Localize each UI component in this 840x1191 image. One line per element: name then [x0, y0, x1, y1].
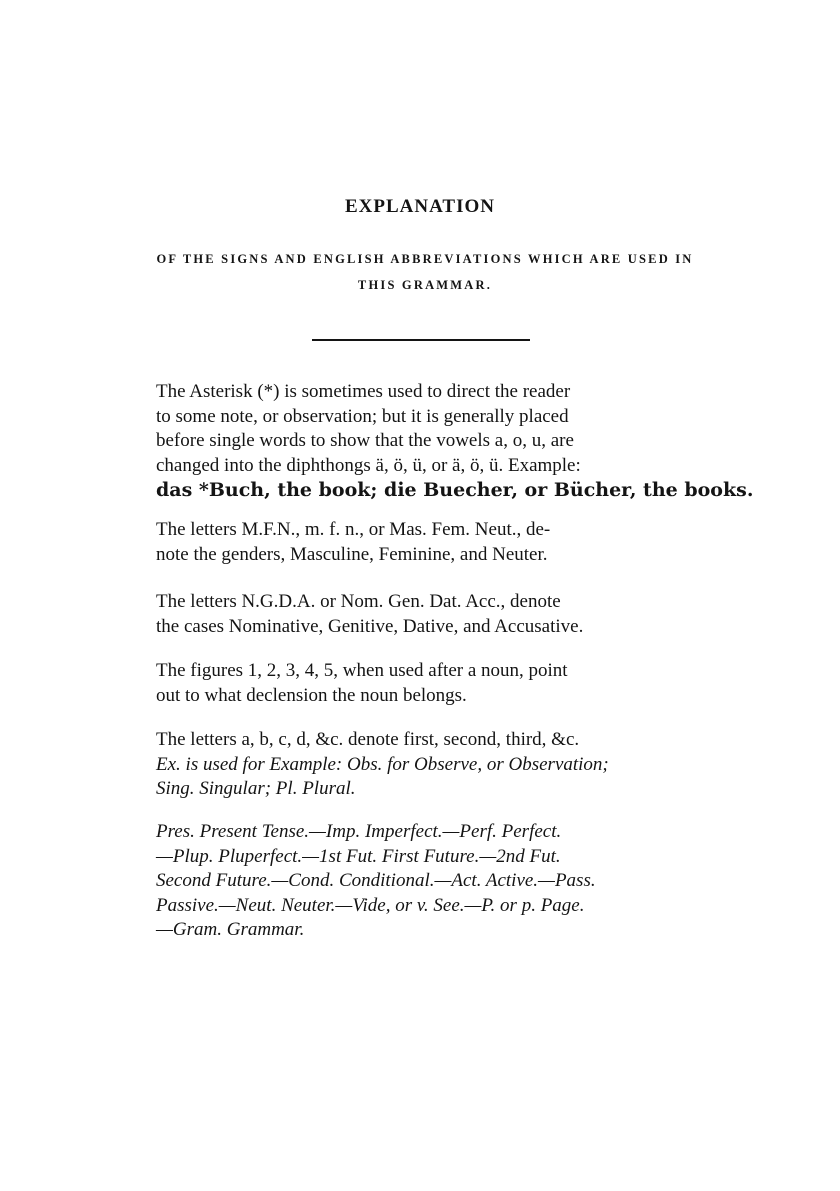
text-line: Passive.—Neut. Neuter.—Vide, or v. See.—P. or p. Page.	[156, 894, 585, 916]
paragraph-asterisk	[156, 380, 754, 503]
text-line: Second Future.—Cond. Conditional.—Act. Active.—Pass.	[156, 870, 596, 891]
text-line: changed into the diphthongs ä, ö, ü, or ä, ö, ü. Example:	[156, 454, 581, 476]
text-line: —Gram. Grammar.	[156, 919, 305, 940]
text-line: The letters N.G.D.A. or Nom. Gen. Dat. Acc., denote	[156, 591, 561, 612]
text-line: The letters M.F.N., m. f. n., or Mas. Fem. Neut., de-	[156, 519, 551, 540]
text-line: to some note, or observation; but it is generally placed	[156, 405, 569, 427]
text-line: —Plup. Pluperfect.—1st Fut. First Future.—2nd Fut.	[156, 845, 561, 867]
divider-rule	[312, 339, 530, 341]
paragraph-letters	[156, 728, 702, 802]
text-line: the cases Nominative, Genitive, Dative, and Accusative.	[156, 615, 584, 637]
text-line: The figures 1, 2, 3, 4, 5, when used after a noun, point	[156, 660, 568, 681]
text-line: before single words to show that the vowels a, o, u, are	[156, 430, 574, 451]
text-line: The letters a, b, c, d, &c. denote first, second, third, &c.	[156, 729, 580, 750]
paragraph-genders	[156, 518, 702, 567]
paragraph-cases	[156, 590, 702, 639]
text-line: das *Buch, the book; die Buecher, or Bücher, the books.	[156, 479, 754, 501]
text-line: Pres. Present Tense.—Imp. Imperfect.—Perf. Perfect.	[156, 821, 562, 842]
page-title: EXPLANATION	[345, 196, 495, 217]
text-line: note the genders, Masculine, Feminine, and Neuter.	[156, 543, 548, 565]
text-line: Ex. is used for Example: Obs. for Observe, or Observation;	[156, 753, 609, 775]
paragraph-figures	[156, 659, 702, 708]
text-line: out to what declension the noun belongs.	[156, 684, 467, 706]
text-line: The Asterisk (*) is sometimes used to direct the reader	[156, 381, 571, 402]
text-line: Sing. Singular; Pl. Plural.	[156, 778, 356, 799]
page-subtitle: OF THE SIGNS AND ENGLISH ABBREVIATIONS WHICH ARE USED IN THIS GRAMMAR.	[156, 252, 694, 292]
paragraph-tenses	[156, 820, 702, 943]
